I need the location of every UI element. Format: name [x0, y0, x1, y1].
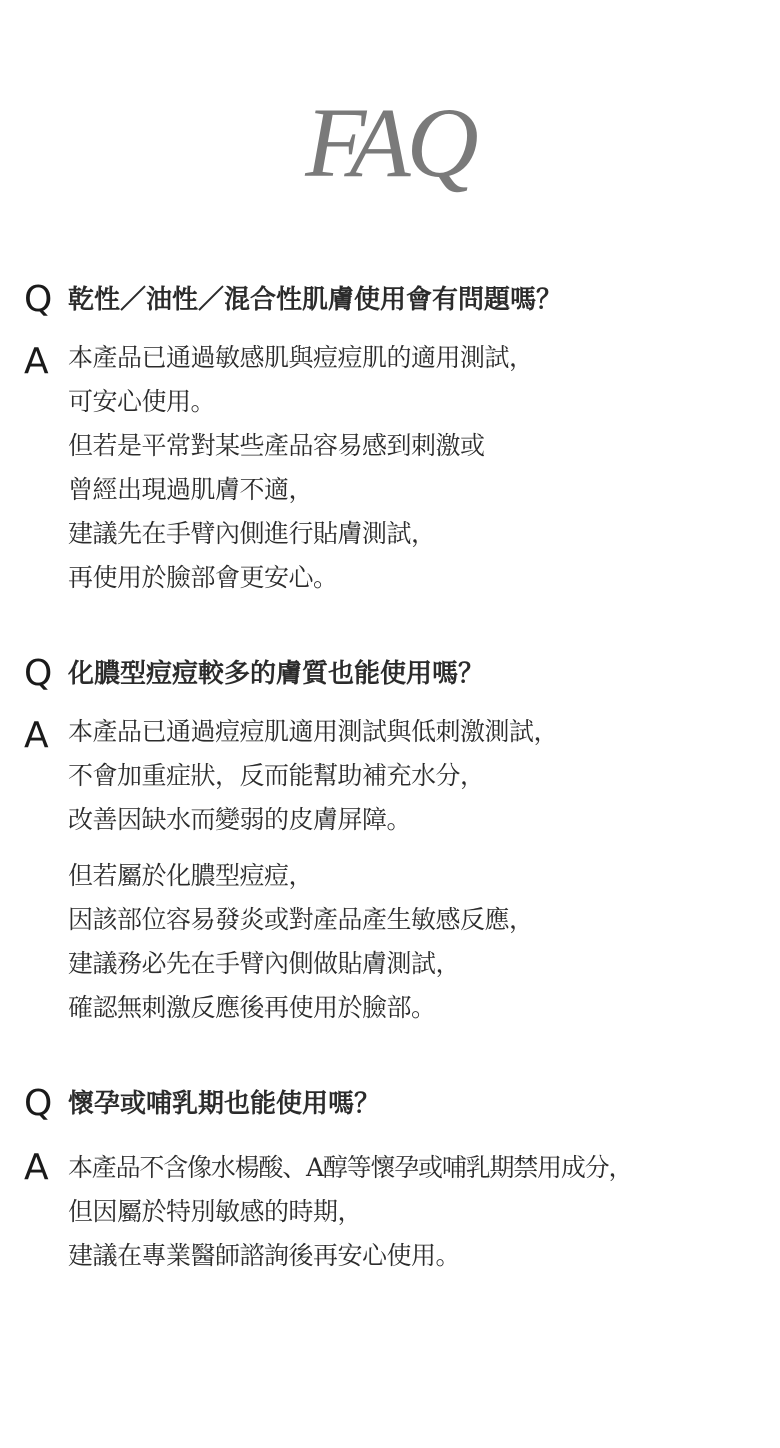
question-text: 化膿型痘痘較多的膚質也能使用嗎？ [68, 659, 485, 689]
answer-line: 可安心使用。 [68, 387, 216, 416]
faq-item-1 [0, 279, 780, 600]
answer-paragraph [68, 1146, 780, 1278]
a-mark: A [24, 1147, 49, 1188]
answer-line: 曾經出現過肌膚不適， [68, 475, 314, 504]
question-row [0, 1083, 780, 1124]
question-text: 乾性／油性／混合性肌膚使用會有問題嗎？ [68, 285, 563, 315]
answer-row [0, 710, 780, 1030]
answer-line: 本產品已通過敏感肌與痘痘肌的適用測試， [68, 343, 534, 372]
a-mark: A [24, 341, 49, 382]
answer-line: 建議先在手臂內側進行貼膚測試， [68, 519, 436, 548]
answer-line: 但若屬於化膿型痘痘， [68, 861, 314, 890]
answer-line: 不會加重症狀，反而能幫助補充水分， [68, 761, 485, 790]
answer-row [0, 336, 780, 600]
answer-row [0, 1146, 780, 1278]
answer-line: 確認無刺激反應後再使用於臉部。 [68, 993, 436, 1022]
a-mark: A [24, 715, 49, 756]
question-row [0, 279, 780, 320]
answer-line: 因該部位容易發炎或對產品產生敏感反應， [68, 905, 534, 934]
answer-paragraph [68, 336, 780, 600]
answer-line: 本產品已通過痘痘肌適用測試與低刺激測試， [68, 717, 559, 746]
question-text: 懷孕或哺乳期也能使用嗎？ [68, 1089, 381, 1119]
page-title: FAQ [305, 87, 475, 198]
faq-item-2 [0, 653, 780, 1030]
answer-paragraph [68, 854, 780, 1030]
question-row [0, 653, 780, 694]
faq-item-3 [0, 1083, 780, 1278]
answer-line: 建議在專業醫師諮詢後再安心使用。 [68, 1241, 461, 1270]
answer-paragraph [68, 710, 780, 842]
answer-line: 改善因缺水而變弱的皮膚屏障。 [68, 805, 412, 834]
answer-line: 但因屬於特別敏感的時期， [68, 1197, 363, 1226]
answer-line: 本產品不含像水楊酸、A醇等懷孕或哺乳期禁用成分， [68, 1153, 633, 1182]
q-mark: Q [24, 653, 53, 694]
q-mark: Q [24, 279, 53, 320]
q-mark: Q [24, 1083, 53, 1124]
answer-line: 再使用於臉部會更安心。 [68, 563, 338, 592]
answer-line: 建議務必先在手臂內側做貼膚測試， [68, 949, 461, 978]
answer-line: 但若是平常對某些產品容易感到刺激或 [68, 431, 485, 460]
